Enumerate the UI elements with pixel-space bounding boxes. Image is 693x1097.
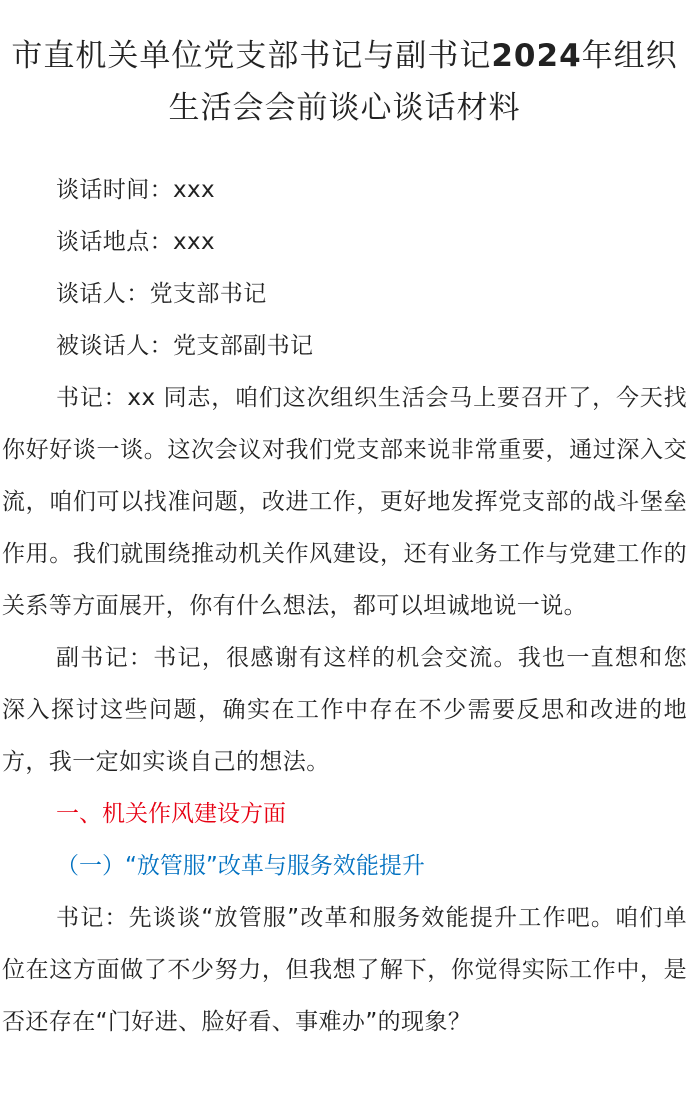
meta-place: 谈话地点：xxx	[56, 229, 216, 255]
document-title	[2, 0, 687, 134]
title-part2: 年组织生活会会前谈心谈话材料	[168, 38, 678, 126]
meta-speaker: 谈话人：党支部书记	[56, 281, 267, 307]
title-year: 2024	[491, 38, 582, 74]
subsection-heading: （一）“放管服”改革与服务效能提升	[56, 853, 425, 879]
document-body	[2, 164, 687, 1048]
paragraph-secretary-question: 书记：先谈谈“放管服”改革和服务效能提升工作吧。咱们单位在这方面做了不少努力，但我想了解下，你觉得实际工作中，是否还存在“门好进、脸好看、事难办”的现象？	[2, 905, 687, 1035]
section-heading: 一、机关作风建设方面	[56, 801, 286, 827]
meta-time: 谈话时间：xxx	[56, 177, 216, 203]
title-part1: 市直机关单位党支部书记与副书记	[11, 38, 492, 74]
paragraph-secretary-opening: 书记：xx 同志，咱们这次组织生活会马上要召开了，今天找你好好谈一谈。这次会议对我们党支部来说非常重要，通过深入交流，咱们可以找准问题，改进工作，更好地发挥党支部的战斗堡垒作用。我们就围绕推动机关作风建设，还有业务工作与党建工作的关系等方面展开，你有什么想法，都可以坦诚地说一说。	[2, 385, 687, 619]
paragraph-deputy-reply: 副书记：书记，很感谢有这样的机会交流。我也一直想和您深入探讨这些问题，确实在工作中存在不少需要反思和改进的地方，我一定如实谈自己的想法。	[2, 645, 687, 775]
meta-listener: 被谈话人：党支部副书记	[56, 333, 314, 359]
